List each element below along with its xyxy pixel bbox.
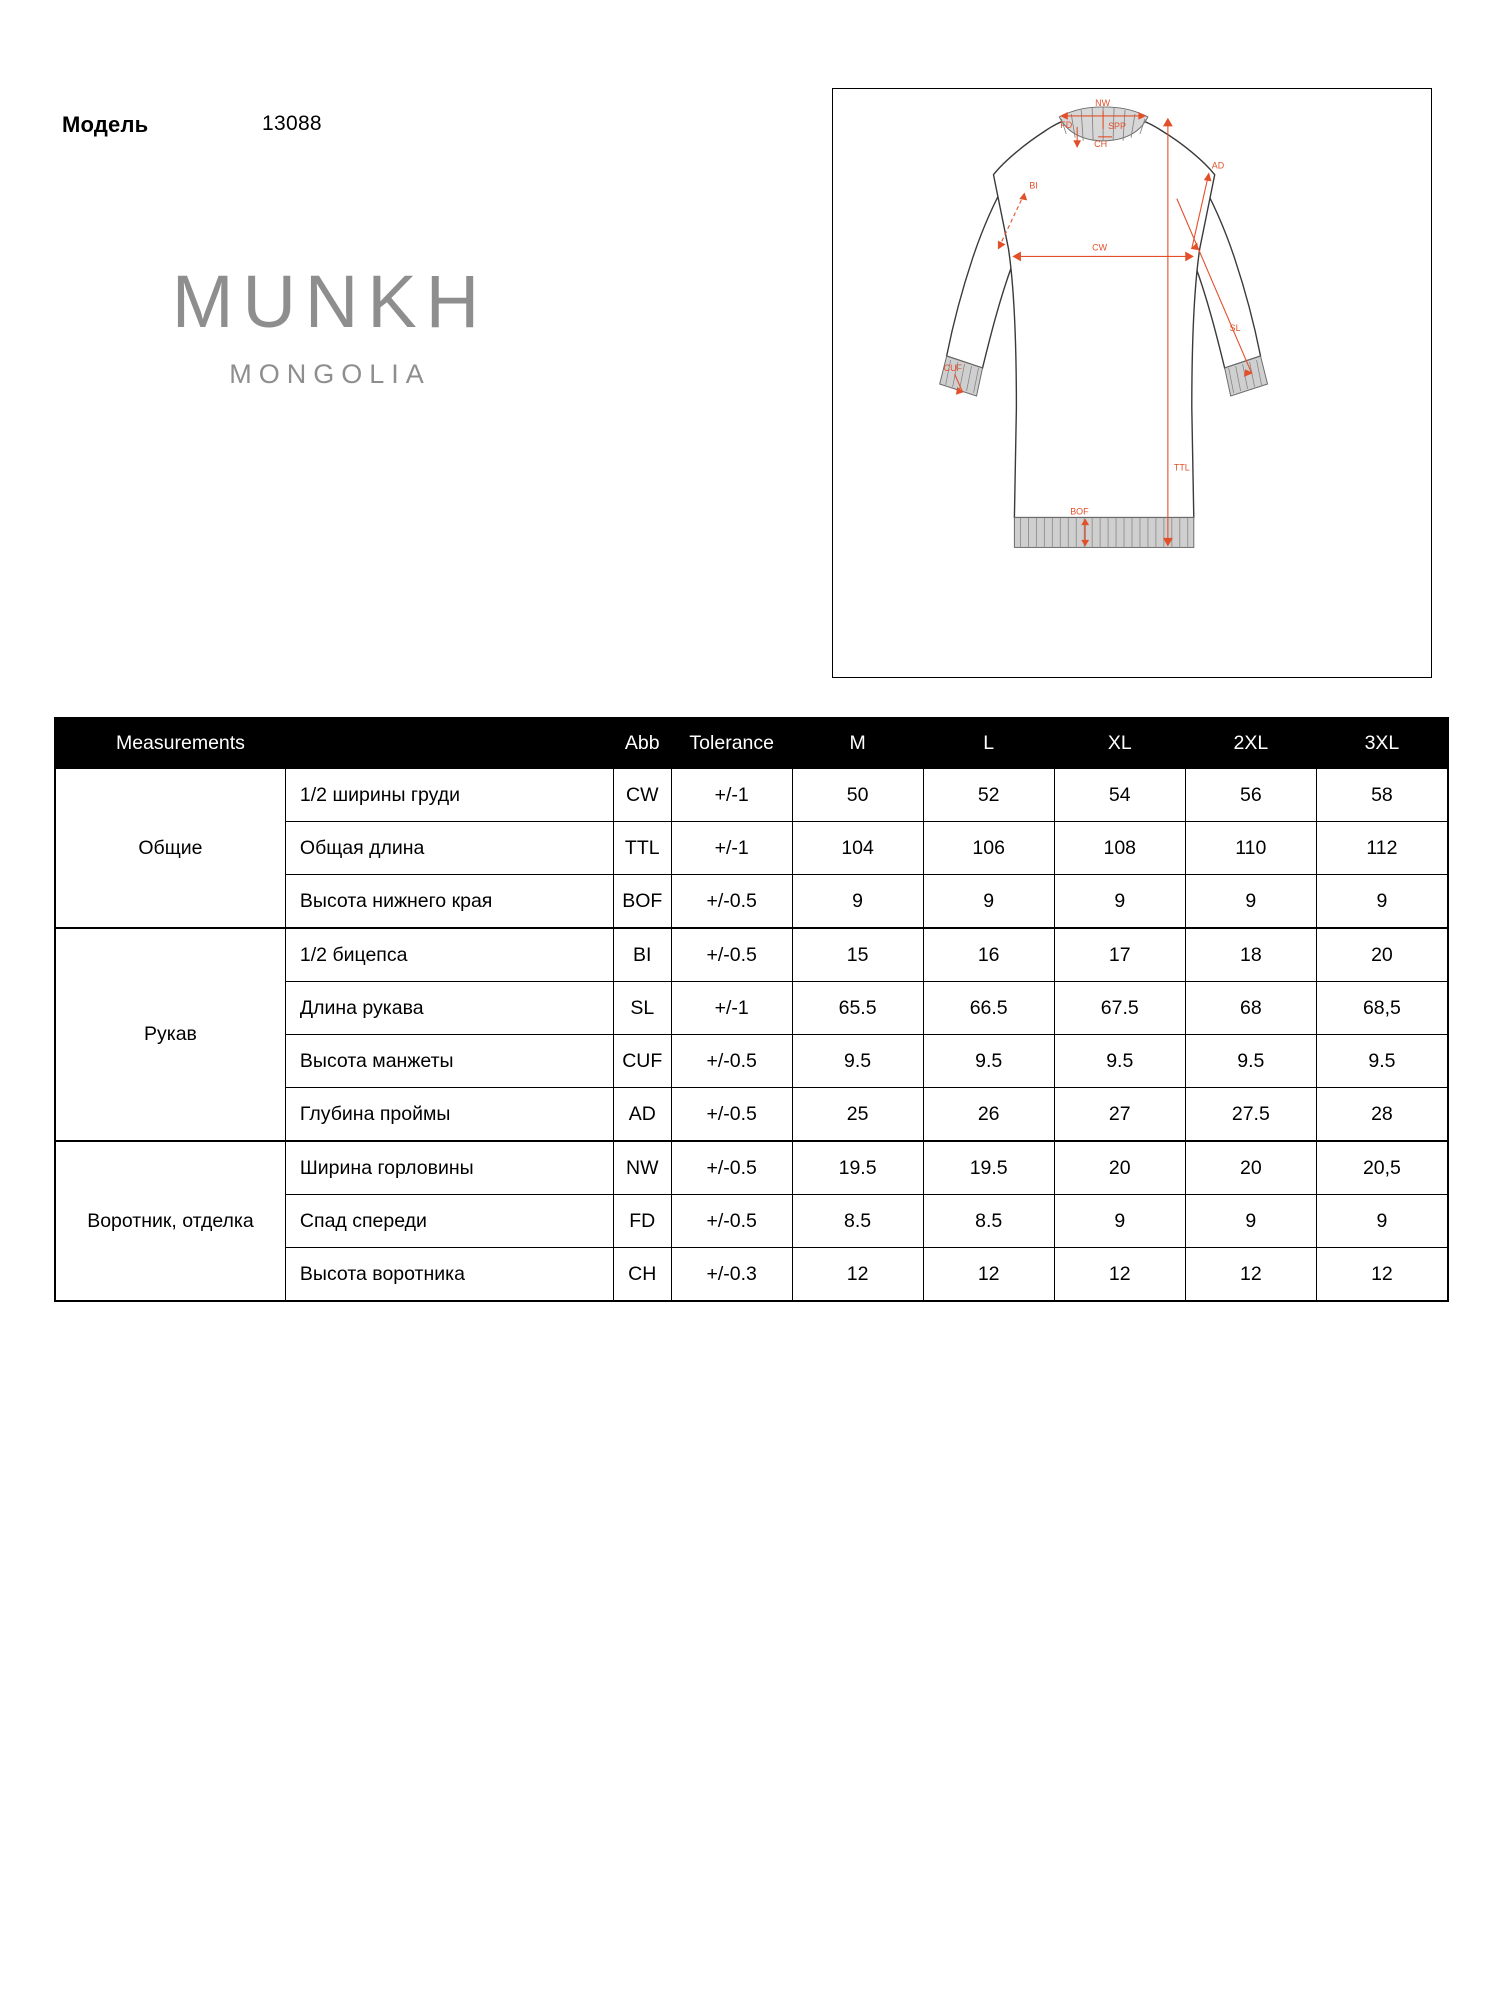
- cell-m: 50: [792, 768, 923, 822]
- group-label-collar: Воротник, отделка: [55, 1141, 285, 1301]
- th-size-3xl: 3XL: [1316, 718, 1448, 768]
- row-desc: 1/2 ширины груди: [285, 768, 613, 822]
- cell-3xl: 20,5: [1316, 1141, 1448, 1195]
- row-abb: CUF: [613, 1035, 671, 1088]
- table-row: [55, 928, 1448, 982]
- cell-l: 19.5: [923, 1141, 1054, 1195]
- label-fd: FD: [1060, 119, 1073, 130]
- cell-l: 66.5: [923, 982, 1054, 1035]
- cell-3xl: 58: [1316, 768, 1448, 822]
- cell-m: 9: [792, 875, 923, 929]
- cell-m: 65.5: [792, 982, 923, 1035]
- table-row: [55, 1141, 1448, 1195]
- size-chart-table: [54, 717, 1449, 1302]
- technical-drawing: [832, 88, 1432, 678]
- label-nw: NW: [1095, 97, 1111, 108]
- th-measurements: Measurements: [55, 718, 285, 768]
- th-size-xl: XL: [1054, 718, 1185, 768]
- cell-l: 26: [923, 1088, 1054, 1142]
- row-abb: BI: [613, 928, 671, 982]
- label-ch: CH: [1094, 138, 1108, 149]
- row-tolerance: +/-0.5: [671, 928, 792, 982]
- row-abb: NW: [613, 1141, 671, 1195]
- cell-3xl: 9: [1316, 875, 1448, 929]
- label-ad: AD: [1211, 160, 1225, 171]
- cell-l: 16: [923, 928, 1054, 982]
- th-tolerance: Tolerance: [671, 718, 792, 768]
- row-desc: Глубина проймы: [285, 1088, 613, 1142]
- cell-l: 106: [923, 822, 1054, 875]
- cell-2xl: 110: [1185, 822, 1316, 875]
- brand-subtitle: MONGOLIA: [229, 359, 431, 389]
- row-desc: Ширина горловины: [285, 1141, 613, 1195]
- row-desc: 1/2 бицепса: [285, 928, 613, 982]
- cell-3xl: 68,5: [1316, 982, 1448, 1035]
- label-bof: BOF: [1070, 506, 1089, 517]
- cell-2xl: 56: [1185, 768, 1316, 822]
- row-desc: Высота воротника: [285, 1248, 613, 1302]
- label-sl: SL: [1229, 323, 1241, 334]
- row-desc: Длина рукава: [285, 982, 613, 1035]
- model-number: 13088: [262, 112, 322, 135]
- row-tolerance: +/-0.5: [671, 875, 792, 929]
- th-size-2xl: 2XL: [1185, 718, 1316, 768]
- group-label-sleeve: Рукав: [55, 928, 285, 1141]
- cell-m: 19.5: [792, 1141, 923, 1195]
- brand-name: MUNKH: [171, 260, 489, 343]
- cell-2xl: 12: [1185, 1248, 1316, 1302]
- cell-xl: 9: [1054, 1195, 1185, 1248]
- cell-2xl: 9.5: [1185, 1035, 1316, 1088]
- row-desc: Спад спереди: [285, 1195, 613, 1248]
- row-desc: Высота манжеты: [285, 1035, 613, 1088]
- cell-m: 12: [792, 1248, 923, 1302]
- cell-2xl: 18: [1185, 928, 1316, 982]
- cell-2xl: 68: [1185, 982, 1316, 1035]
- table-row: [55, 768, 1448, 822]
- row-abb: CW: [613, 768, 671, 822]
- th-size-m: M: [792, 718, 923, 768]
- label-cuf: CUF: [943, 363, 963, 374]
- cell-3xl: 112: [1316, 822, 1448, 875]
- row-tolerance: +/-0.5: [671, 1141, 792, 1195]
- row-abb: SL: [613, 982, 671, 1035]
- row-tolerance: +/-0.3: [671, 1248, 792, 1302]
- cell-m: 25: [792, 1088, 923, 1142]
- cell-xl: 20: [1054, 1141, 1185, 1195]
- row-tolerance: +/-1: [671, 982, 792, 1035]
- th-size-l: L: [923, 718, 1054, 768]
- cell-2xl: 27.5: [1185, 1088, 1316, 1142]
- group-label-general: Общие: [55, 768, 285, 928]
- th-abb: Abb: [613, 718, 671, 768]
- label-bi: BI: [1029, 180, 1038, 191]
- table-header-row: [55, 718, 1448, 768]
- row-tolerance: +/-1: [671, 768, 792, 822]
- row-abb: TTL: [613, 822, 671, 875]
- label-spp: SPP: [1108, 120, 1127, 131]
- row-abb: BOF: [613, 875, 671, 929]
- row-tolerance: +/-1: [671, 822, 792, 875]
- row-tolerance: +/-0.5: [671, 1195, 792, 1248]
- row-desc: Общая длина: [285, 822, 613, 875]
- row-abb: FD: [613, 1195, 671, 1248]
- cell-xl: 17: [1054, 928, 1185, 982]
- row-abb: AD: [613, 1088, 671, 1142]
- cell-3xl: 12: [1316, 1248, 1448, 1302]
- cell-l: 9: [923, 875, 1054, 929]
- cell-m: 15: [792, 928, 923, 982]
- th-measurements-desc: [285, 718, 613, 768]
- cell-3xl: 20: [1316, 928, 1448, 982]
- cell-xl: 54: [1054, 768, 1185, 822]
- row-abb: CH: [613, 1248, 671, 1302]
- label-cw: CW: [1092, 242, 1108, 253]
- cell-3xl: 9: [1316, 1195, 1448, 1248]
- cell-xl: 12: [1054, 1248, 1185, 1302]
- cell-xl: 9: [1054, 875, 1185, 929]
- cell-l: 12: [923, 1248, 1054, 1302]
- cell-xl: 27: [1054, 1088, 1185, 1142]
- cell-m: 9.5: [792, 1035, 923, 1088]
- row-tolerance: +/-0.5: [671, 1088, 792, 1142]
- row-tolerance: +/-0.5: [671, 1035, 792, 1088]
- cell-xl: 9.5: [1054, 1035, 1185, 1088]
- cell-xl: 108: [1054, 822, 1185, 875]
- cell-2xl: 9: [1185, 875, 1316, 929]
- cell-3xl: 28: [1316, 1088, 1448, 1142]
- cell-xl: 67.5: [1054, 982, 1185, 1035]
- cell-l: 8.5: [923, 1195, 1054, 1248]
- cell-m: 8.5: [792, 1195, 923, 1248]
- cell-2xl: 20: [1185, 1141, 1316, 1195]
- label-ttl: TTL: [1173, 462, 1190, 473]
- cell-l: 9.5: [923, 1035, 1054, 1088]
- cell-l: 52: [923, 768, 1054, 822]
- cell-3xl: 9.5: [1316, 1035, 1448, 1088]
- brand-logo: [120, 260, 540, 390]
- cell-m: 104: [792, 822, 923, 875]
- cell-2xl: 9: [1185, 1195, 1316, 1248]
- row-desc: Высота нижнего края: [285, 875, 613, 929]
- model-label: Модель: [62, 112, 149, 137]
